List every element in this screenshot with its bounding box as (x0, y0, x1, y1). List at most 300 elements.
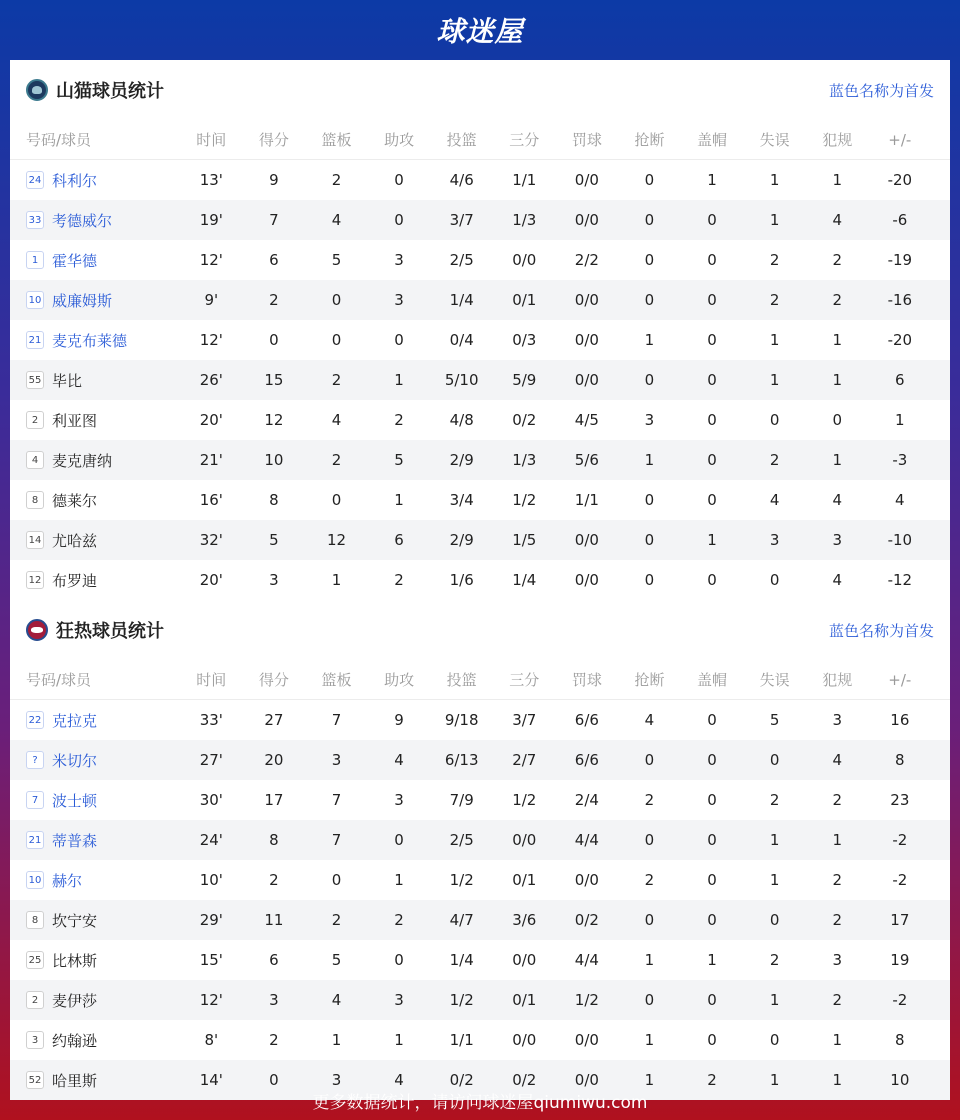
stat-points: 0 (269, 331, 279, 349)
stat-ft: 1/2 (574, 991, 599, 1009)
stat-time: 14' (199, 1071, 223, 1089)
stat-blocks: 0 (707, 331, 717, 349)
player-cell (10, 830, 180, 851)
player-row[interactable] (10, 360, 950, 400)
stat-ft: 0/0 (574, 531, 599, 549)
stat-ft: 0/0 (574, 571, 599, 589)
stat-time: 27' (199, 751, 223, 769)
stat-three: 1/5 (512, 531, 537, 549)
stat-three: 1/2 (512, 491, 537, 509)
stat-turnovers: 1 (769, 331, 780, 349)
column-header-assists: 助攻 (384, 131, 415, 149)
jersey-number-badge: 7 (26, 791, 44, 809)
stat-rebounds: 4 (331, 411, 342, 429)
stat-points: 2 (269, 1031, 279, 1049)
stat-fg: 7/9 (449, 791, 474, 809)
stat-ft: 0/0 (574, 291, 599, 309)
stat-steals: 2 (644, 871, 655, 889)
player-cell (10, 210, 180, 231)
stat-steals: 0 (644, 491, 655, 509)
stat-three: 1/1 (512, 171, 537, 189)
stat-turnovers: 2 (769, 451, 780, 469)
stat-fouls: 2 (832, 791, 842, 809)
stat-time: 20' (199, 571, 223, 589)
stat-fouls: 3 (832, 711, 842, 729)
stat-ft: 0/0 (574, 871, 599, 889)
stat-points: 3 (269, 571, 279, 589)
stat-time: 20' (199, 411, 223, 429)
player-row[interactable] (10, 320, 950, 360)
stat-assists: 0 (394, 211, 404, 229)
stat-blocks: 0 (707, 291, 717, 309)
stat-three: 1/3 (512, 211, 537, 229)
player-row[interactable] (10, 160, 950, 200)
stat-time: 12' (199, 251, 223, 269)
stat-fouls: 1 (832, 1071, 842, 1089)
stat-blocks: 0 (707, 571, 717, 589)
stat-assists: 1 (394, 371, 404, 389)
stat-plus-minus: -16 (887, 291, 913, 309)
player-name[interactable]: 威廉姆斯 (52, 291, 113, 310)
stat-three: 1/3 (512, 451, 537, 469)
stat-fouls: 3 (832, 951, 842, 969)
player-row[interactable] (10, 520, 950, 560)
stat-assists: 0 (394, 331, 404, 349)
stat-fouls: 4 (832, 491, 842, 509)
stat-fg: 6/13 (444, 751, 479, 769)
stat-fg: 2/5 (449, 251, 474, 269)
footer-banner[interactable]: 更多数据统计，请访问球迷屋qiumiwu.com (312, 1092, 648, 1113)
player-cell (10, 370, 180, 391)
stat-ft: 0/0 (574, 211, 599, 229)
stat-fouls: 4 (832, 211, 842, 229)
player-name[interactable]: 米切尔 (52, 751, 98, 770)
stat-time: 19' (199, 211, 223, 229)
player-row[interactable] (10, 860, 950, 900)
column-header-plus-minus: +/- (888, 130, 912, 149)
player-name[interactable]: 约翰逊 (52, 1031, 98, 1050)
player-cell (10, 530, 180, 551)
stat-blocks: 0 (707, 1031, 717, 1049)
stat-turnovers: 0 (769, 751, 780, 769)
stat-fouls: 4 (832, 751, 842, 769)
stat-turnovers: 1 (769, 371, 780, 389)
stat-assists: 1 (394, 871, 404, 889)
stat-fouls: 1 (832, 831, 842, 849)
player-cell (10, 950, 180, 971)
column-header-three: 三分 (509, 131, 540, 149)
stat-blocks: 0 (707, 491, 717, 509)
stat-assists: 3 (394, 991, 404, 1009)
jersey-number-badge: 12 (26, 571, 44, 589)
stat-rebounds: 3 (331, 1071, 342, 1089)
player-row[interactable] (10, 1020, 950, 1060)
player-cell (10, 1030, 180, 1051)
player-row[interactable] (10, 980, 950, 1020)
stat-three: 0/0 (512, 251, 537, 269)
stat-fg: 0/2 (449, 1071, 474, 1089)
jersey-number-badge: 8 (26, 911, 44, 929)
column-header-turnovers: 失误 (759, 131, 790, 149)
jersey-number-badge: 10 (26, 291, 44, 309)
stat-rebounds: 1 (331, 571, 342, 589)
stat-steals: 0 (644, 251, 655, 269)
player-name[interactable]: 克拉克 (52, 711, 98, 730)
stat-blocks: 0 (707, 791, 717, 809)
stat-time: 24' (199, 831, 223, 849)
stat-three: 1/4 (512, 571, 537, 589)
player-name[interactable]: 布罗迪 (52, 571, 98, 590)
stat-plus-minus: -19 (887, 251, 913, 269)
player-cell (10, 330, 180, 351)
stat-fouls: 2 (832, 871, 842, 889)
stat-turnovers: 0 (769, 411, 780, 429)
stat-points: 20 (264, 751, 284, 769)
stat-rebounds: 2 (331, 371, 342, 389)
stat-rebounds: 4 (331, 991, 342, 1009)
player-cell (10, 290, 180, 311)
stat-points: 7 (269, 211, 279, 229)
player-name[interactable]: 利亚图 (52, 411, 98, 430)
stat-fouls: 1 (832, 1031, 842, 1049)
stat-three: 3/7 (512, 711, 537, 729)
stat-three: 0/0 (512, 1031, 537, 1049)
stat-time: 16' (199, 491, 223, 509)
column-header-points: 得分 (258, 671, 289, 689)
stat-three: 0/3 (512, 331, 537, 349)
stat-blocks: 2 (707, 1071, 717, 1089)
jersey-number-badge: 55 (26, 371, 44, 389)
stat-time: 26' (199, 371, 223, 389)
player-cell (10, 490, 180, 511)
stat-time: 15' (199, 951, 223, 969)
stat-three: 3/6 (512, 911, 537, 929)
player-row[interactable] (10, 780, 950, 820)
stat-plus-minus: -6 (892, 211, 908, 229)
stat-blocks: 0 (707, 911, 717, 929)
stat-ft: 4/4 (574, 951, 599, 969)
stat-assists: 2 (394, 411, 404, 429)
jersey-number-badge: 21 (26, 331, 44, 349)
stat-assists: 4 (394, 751, 404, 769)
jersey-number-badge: 33 (26, 211, 44, 229)
stat-fouls: 2 (832, 991, 842, 1009)
player-name[interactable]: 霍华德 (52, 251, 98, 270)
stat-ft: 0/0 (574, 171, 599, 189)
player-row[interactable] (10, 900, 950, 940)
stat-rebounds: 5 (331, 251, 342, 269)
stat-time: 30' (199, 791, 223, 809)
stat-plus-minus: -20 (887, 171, 913, 189)
stat-points: 27 (264, 711, 284, 729)
stat-blocks: 0 (707, 991, 717, 1009)
player-row[interactable] (10, 700, 950, 740)
player-cell (10, 790, 180, 811)
column-header-plus-minus: +/- (888, 670, 912, 689)
stat-turnovers: 3 (769, 531, 780, 549)
team-title: 山猫球员统计 (56, 81, 164, 102)
stat-fg: 1/6 (449, 571, 474, 589)
column-header-fouls: 犯规 (822, 671, 853, 689)
stat-rebounds: 7 (331, 711, 342, 729)
stat-fg: 1/1 (449, 1031, 474, 1049)
starter-legend-note: 蓝色名称为首发 (828, 81, 934, 100)
player-name[interactable]: 波士顿 (52, 791, 98, 810)
stat-fouls: 0 (832, 411, 842, 429)
player-cell (10, 750, 180, 771)
jersey-number-badge: 1 (26, 251, 44, 269)
stat-assists: 0 (394, 951, 404, 969)
stat-points: 3 (269, 991, 279, 1009)
column-header-time: 时间 (196, 131, 227, 149)
stat-time: 9' (204, 291, 219, 309)
stat-turnovers: 4 (769, 491, 780, 509)
stat-turnovers: 2 (769, 951, 780, 969)
column-header-player: 号码/球员 (26, 131, 92, 149)
column-header-ft: 罚球 (571, 131, 602, 149)
stat-plus-minus: 16 (890, 711, 910, 729)
stat-plus-minus: -2 (892, 871, 908, 889)
stats-panel (10, 60, 950, 1090)
stat-blocks: 0 (707, 711, 717, 729)
stat-assists: 0 (394, 171, 404, 189)
stat-turnovers: 1 (769, 171, 780, 189)
stat-rebounds: 4 (331, 211, 342, 229)
stat-blocks: 0 (707, 831, 717, 849)
stat-points: 0 (269, 1071, 279, 1089)
stat-ft: 2/4 (574, 791, 599, 809)
player-row[interactable] (10, 200, 950, 240)
stat-steals: 4 (644, 711, 655, 729)
stat-fg: 3/7 (449, 211, 474, 229)
player-row[interactable] (10, 480, 950, 520)
stat-steals: 0 (644, 371, 655, 389)
stat-points: 12 (264, 411, 284, 429)
stat-fg: 1/2 (449, 991, 474, 1009)
stat-rebounds: 0 (331, 491, 342, 509)
stat-points: 10 (264, 451, 284, 469)
stat-points: 2 (269, 291, 279, 309)
top-banner (0, 0, 960, 60)
player-row[interactable] (10, 940, 950, 980)
brand-logo: 球迷屋 (436, 15, 524, 48)
starter-legend-note: 蓝色名称为首发 (828, 621, 934, 640)
player-row[interactable] (10, 400, 950, 440)
jersey-number-badge: 14 (26, 531, 44, 549)
column-header-blocks: 盖帽 (697, 671, 728, 689)
stat-plus-minus: 10 (890, 1071, 910, 1089)
jersey-number-badge: 10 (26, 871, 44, 889)
player-row[interactable] (10, 560, 950, 600)
player-name[interactable]: 麦伊莎 (52, 991, 98, 1010)
jersey-number-badge: 2 (26, 991, 44, 1009)
stat-fg: 9/18 (444, 711, 479, 729)
stat-rebounds: 0 (331, 871, 342, 889)
stat-steals: 1 (644, 951, 655, 969)
stat-blocks: 1 (707, 951, 717, 969)
stat-points: 9 (269, 171, 279, 189)
stat-fg: 1/2 (449, 871, 474, 889)
player-cell (10, 910, 180, 931)
stat-fg: 5/10 (444, 371, 479, 389)
stat-blocks: 0 (707, 411, 717, 429)
stat-points: 17 (264, 791, 284, 809)
player-name[interactable]: 科利尔 (52, 171, 98, 190)
stat-steals: 0 (644, 911, 655, 929)
stat-turnovers: 0 (769, 1031, 780, 1049)
stat-blocks: 0 (707, 251, 717, 269)
stat-turnovers: 1 (769, 991, 780, 1009)
stat-blocks: 1 (707, 171, 717, 189)
stat-three: 0/1 (512, 871, 537, 889)
player-name[interactable]: 麦克唐纳 (52, 451, 113, 470)
stat-assists: 4 (394, 1071, 404, 1089)
stat-time: 12' (199, 991, 223, 1009)
stat-steals: 0 (644, 571, 655, 589)
column-header-blocks: 盖帽 (697, 131, 728, 149)
stat-rebounds: 2 (331, 451, 342, 469)
stat-ft: 1/1 (574, 491, 599, 509)
player-name[interactable]: 赫尔 (52, 871, 83, 890)
player-name[interactable]: 坎宁安 (52, 911, 98, 930)
column-header-assists: 助攻 (384, 671, 415, 689)
stat-ft: 5/6 (574, 451, 599, 469)
column-header-player: 号码/球员 (26, 671, 92, 689)
stat-turnovers: 1 (769, 831, 780, 849)
jersey-number-badge: 21 (26, 831, 44, 849)
stat-points: 6 (269, 951, 279, 969)
stat-steals: 2 (644, 791, 655, 809)
stat-fg: 2/5 (449, 831, 474, 849)
stat-time: 8' (204, 1031, 219, 1049)
stat-assists: 2 (394, 911, 404, 929)
stat-assists: 3 (394, 251, 404, 269)
column-header-fg: 投篮 (446, 131, 477, 149)
hornets-logo-icon (26, 79, 48, 101)
stat-points: 11 (264, 911, 284, 929)
stat-assists: 3 (394, 291, 404, 309)
player-name[interactable]: 蒂普森 (52, 831, 98, 850)
stat-plus-minus: -2 (892, 831, 908, 849)
stat-three: 0/2 (512, 1071, 537, 1089)
player-row[interactable] (10, 440, 950, 480)
stat-blocks: 0 (707, 451, 717, 469)
stat-turnovers: 5 (769, 711, 780, 729)
player-name[interactable]: 麦克布莱德 (52, 331, 128, 350)
jersey-number-badge: 3 (26, 1031, 44, 1049)
player-name[interactable]: 比林斯 (52, 951, 98, 970)
jersey-number-badge: 52 (26, 1071, 44, 1089)
stat-time: 21' (199, 451, 223, 469)
stat-plus-minus: 8 (895, 1031, 905, 1049)
jersey-number-badge: 4 (26, 451, 44, 469)
stat-rebounds: 1 (331, 1031, 342, 1049)
stat-fg: 1/4 (449, 951, 474, 969)
stat-assists: 3 (394, 791, 404, 809)
stat-ft: 6/6 (574, 711, 599, 729)
jersey-number-badge: ? (26, 751, 44, 769)
stat-ft: 6/6 (574, 751, 599, 769)
stat-blocks: 0 (707, 871, 717, 889)
stat-points: 5 (269, 531, 279, 549)
player-name[interactable]: 毕比 (52, 371, 83, 390)
stat-fg: 4/6 (449, 171, 474, 189)
stat-blocks: 0 (707, 751, 717, 769)
stat-plus-minus: 8 (895, 751, 905, 769)
stat-blocks: 1 (707, 531, 717, 549)
stat-steals: 0 (644, 531, 655, 549)
player-cell (10, 870, 180, 891)
stat-plus-minus: 6 (895, 371, 905, 389)
stat-plus-minus: -10 (887, 531, 913, 549)
stat-assists: 1 (394, 1031, 404, 1049)
stat-ft: 4/5 (574, 411, 599, 429)
stat-turnovers: 2 (769, 251, 780, 269)
stat-points: 8 (269, 491, 279, 509)
stat-time: 29' (199, 911, 223, 929)
column-header-ft: 罚球 (571, 671, 602, 689)
stat-time: 32' (199, 531, 223, 549)
stat-blocks: 0 (707, 211, 717, 229)
stat-ft: 0/0 (574, 371, 599, 389)
stat-three: 0/1 (512, 291, 537, 309)
player-row[interactable] (10, 740, 950, 780)
player-name[interactable]: 考德威尔 (52, 211, 113, 230)
stat-fouls: 1 (832, 451, 842, 469)
player-name[interactable]: 尤哈兹 (52, 531, 98, 550)
stat-steals: 0 (644, 291, 655, 309)
stat-plus-minus: 17 (890, 911, 910, 929)
stat-ft: 0/2 (574, 911, 599, 929)
stat-fg: 0/4 (449, 331, 474, 349)
stat-time: 10' (199, 871, 223, 889)
stat-assists: 5 (394, 451, 404, 469)
stat-ft: 2/2 (574, 251, 599, 269)
stat-fg: 2/9 (449, 531, 474, 549)
stat-points: 8 (269, 831, 279, 849)
stat-steals: 0 (644, 831, 655, 849)
stat-blocks: 0 (707, 371, 717, 389)
stat-steals: 1 (644, 331, 655, 349)
player-cell (10, 410, 180, 431)
player-name[interactable]: 哈里斯 (52, 1071, 98, 1090)
stat-turnovers: 2 (769, 791, 780, 809)
stat-assists: 1 (394, 491, 404, 509)
player-row[interactable] (10, 240, 950, 280)
stat-time: 12' (199, 331, 223, 349)
stat-assists: 9 (394, 711, 404, 729)
stat-steals: 0 (644, 751, 655, 769)
stat-fouls: 2 (832, 251, 842, 269)
stat-fouls: 2 (832, 911, 842, 929)
stat-plus-minus: 23 (890, 791, 910, 809)
player-row[interactable] (10, 820, 950, 860)
stat-three: 2/7 (512, 751, 537, 769)
stat-fg: 4/8 (449, 411, 474, 429)
stat-three: 1/2 (512, 791, 537, 809)
stat-turnovers: 1 (769, 871, 780, 889)
stat-plus-minus: 4 (895, 491, 905, 509)
stat-time: 33' (199, 711, 223, 729)
team-section-header (10, 60, 950, 120)
player-name[interactable]: 德莱尔 (52, 491, 98, 510)
stat-three: 0/1 (512, 991, 537, 1009)
stat-three: 0/0 (512, 951, 537, 969)
player-cell (10, 250, 180, 271)
player-row[interactable] (10, 280, 950, 320)
column-header-time: 时间 (196, 671, 227, 689)
team-title: 狂热球员统计 (56, 621, 164, 642)
